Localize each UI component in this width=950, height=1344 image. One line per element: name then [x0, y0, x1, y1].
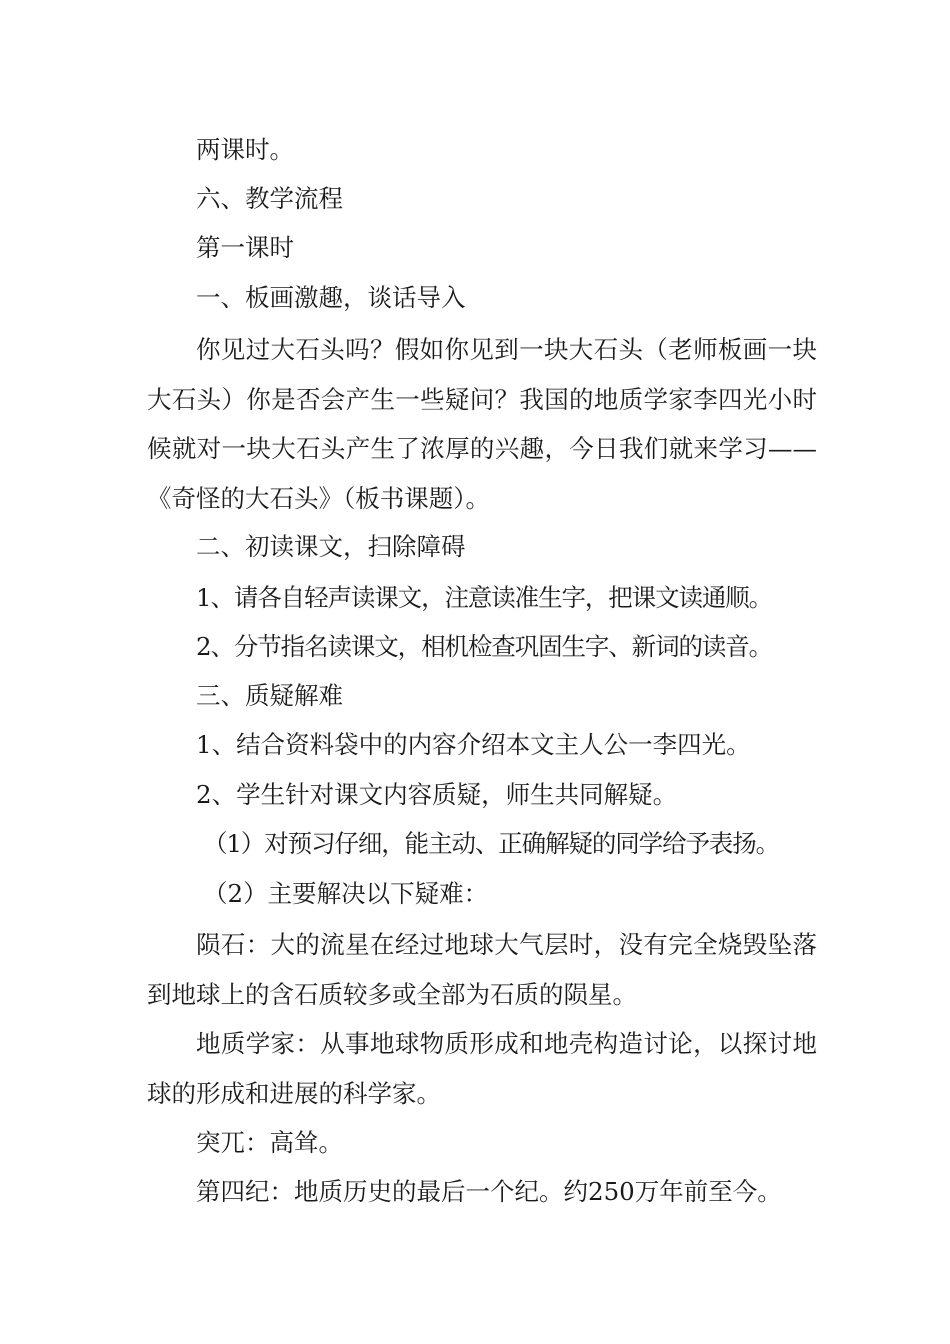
definition-meteorite: 陨石：大的流星在经过地球大气层时，没有完全烧毁坠落到地球上的含石质较多或全部为石质的陨星。	[147, 930, 817, 1009]
heading-section-three: 三、质疑解难	[196, 681, 343, 710]
definition-quaternary: 第四纪：地质历史的最后一个纪。约250万年前至今。	[196, 1177, 782, 1206]
sub-item-main-difficulties: （2）主要解决以下疑难：	[203, 879, 489, 908]
definition-tuwu: 突兀：高耸。	[196, 1128, 343, 1157]
heading-first-lesson: 第一课时	[196, 233, 294, 262]
paragraph-introduction: 你见过大石头吗？假如你见到一块大石头（老师板画一块大石头）你是否会产生一些疑问？我国的地质学家李四光小时候就对一块大石头产生了浓厚的兴趣，今日我们就来学习——《奇怪的大石头》（板书课题）。	[147, 335, 817, 513]
list-item-introduce-protagonist: 1、结合资料袋中的内容介绍本文主人公一李四光。	[196, 730, 751, 759]
list-item-raise-questions: 2、学生针对课文内容质疑，师生共同解疑。	[196, 780, 678, 809]
list-item-read-aloud: 1、请各自轻声读课文，注意读准生字，把课文读通顺。	[196, 583, 773, 612]
list-item-check-vocabulary: 2、分节指名读课文，相机检查巩固生字、新词的读音。	[196, 632, 773, 661]
heading-section-one: 一、板画激趣，谈话导入	[196, 283, 466, 312]
definition-geologist: 地质学家：从事地球物质形成和地壳构造讨论，以探讨地球的形成和进展的科学家。	[147, 1029, 817, 1108]
heading-teaching-process: 六、教学流程	[196, 184, 343, 213]
sub-item-praise: （1）对预习仔细，能主动、正确解疑的同学给予表扬。	[203, 829, 780, 858]
heading-section-two: 二、初读课文，扫除障碍	[196, 532, 466, 561]
paragraph-class-hours: 两课时。	[196, 135, 294, 164]
